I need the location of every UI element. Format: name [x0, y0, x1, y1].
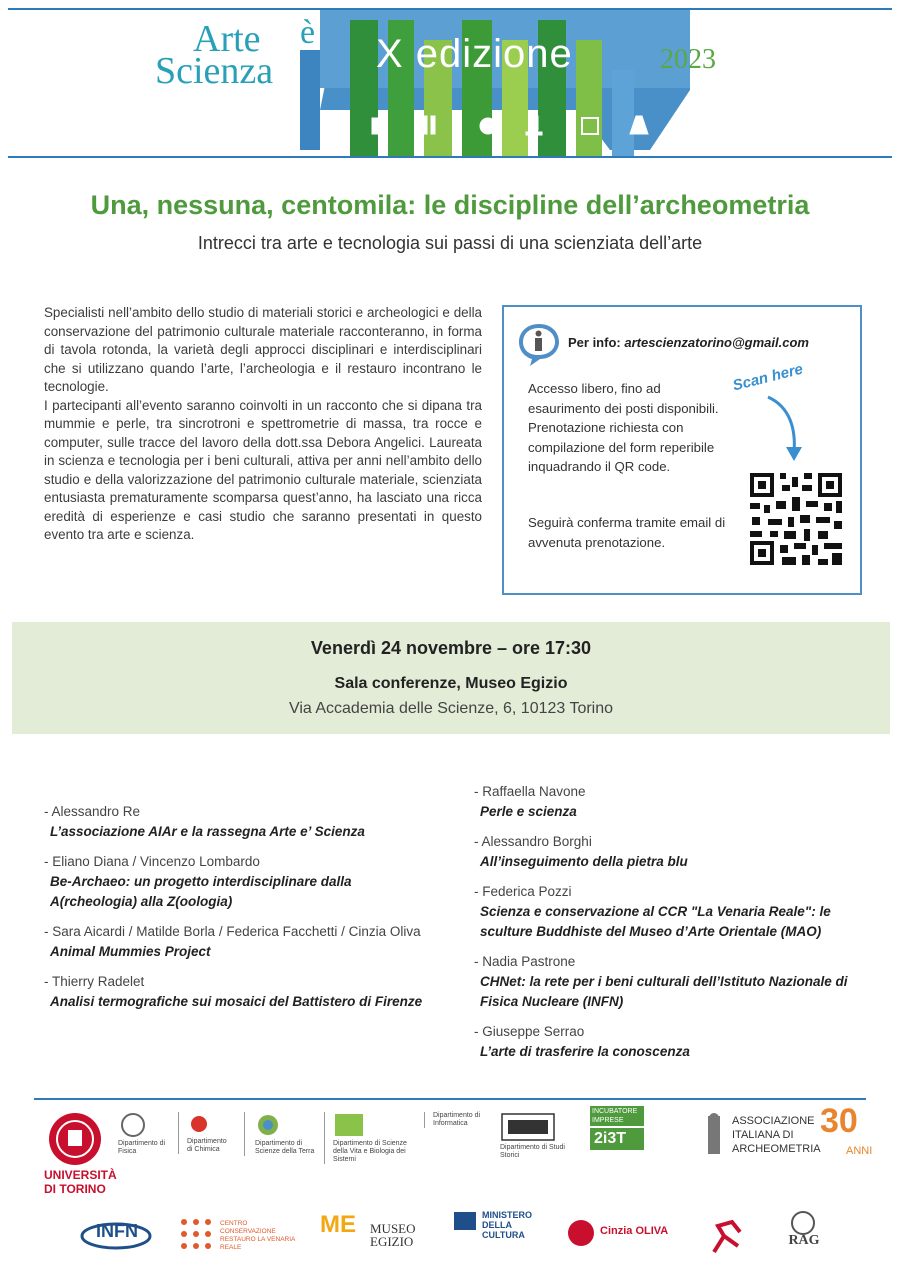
- rag-logo: [782, 1210, 826, 1246]
- speaker-name: - Nadia Pastrone: [474, 954, 576, 969]
- speaker-name: - Alessandro Borghi: [474, 834, 592, 849]
- edition-year: 2023: [660, 44, 716, 75]
- arrow-down-icon: [762, 393, 812, 463]
- terra-icon: [255, 1112, 281, 1138]
- info-contact: [568, 335, 809, 350]
- aiar-line-3: ARCHEOMETRIA: [732, 1143, 821, 1155]
- incubatore-label: INCUBATORE IMPRESE: [590, 1106, 644, 1126]
- aiar-anni: ANNI: [846, 1145, 873, 1157]
- speaker-name: - Alessandro Re: [44, 804, 141, 819]
- speaker-item: [44, 802, 424, 842]
- speaker-item: [474, 782, 854, 822]
- confirm-text: Seguirà conferma tramite email di avvenuta prenotazione.: [528, 515, 726, 550]
- speaker-talk: Perle e scienza: [480, 804, 577, 819]
- footer-divider: [34, 1098, 866, 1100]
- aiar-line-2: ITALIANA DI: [732, 1129, 794, 1141]
- unito-seal-icon: [48, 1112, 102, 1166]
- museo-label-1: MUSEO: [370, 1221, 416, 1236]
- speaker-talk: Scienza e conservazione al CCR "La Venaria Reale": le sculture Buddhiste del Museo d’Arte Orientale (MAO): [480, 904, 831, 939]
- castle-icon: [372, 118, 386, 134]
- event-venue: Sala conferenze, Museo Egizio: [334, 675, 568, 692]
- speaker-name: - Eliano Diana / Vincenzo Lombardo: [44, 854, 260, 869]
- atom-icon: [330, 118, 346, 134]
- museo-label-2: EGIZIO: [370, 1234, 414, 1249]
- speaker-name: - Thierry Radelet: [44, 974, 145, 989]
- unito-name-1: UNIVERSITÀ: [44, 1168, 117, 1182]
- event-address: Via Accademia delle Scienze, 6, 10123 Torino: [288, 700, 614, 717]
- fisica-label: Dipartimento di Fisica: [118, 1140, 166, 1155]
- info-label-text: Per info:: [568, 335, 625, 350]
- runner-icon: [704, 1212, 748, 1256]
- unito-name-2: DI TORINO: [44, 1182, 106, 1196]
- aiar-statue-icon: [700, 1112, 728, 1158]
- microscope-icon: [532, 116, 538, 130]
- speaker-name: - Sara Aicardi / Matilde Borla / Federica Facchetti / Cinzia Oliva: [44, 924, 421, 939]
- edition-label: X edizione: [376, 32, 573, 76]
- event-details: [12, 622, 890, 734]
- museo-egizio-mark-icon: ME: [320, 1211, 356, 1238]
- dept-studi-storici-logo: [500, 1112, 570, 1160]
- chimica-label: Dipartimento di Chimica: [187, 1138, 227, 1153]
- aiar-30: 30: [820, 1102, 858, 1140]
- speaker-name: - Raffaella Navone: [474, 784, 586, 799]
- discipline-icons: [320, 112, 660, 142]
- intro-text: [44, 304, 482, 545]
- terra-label: Dipartimento di Scienze della Terra: [255, 1140, 315, 1155]
- event-date: Venerdì 24 novembre – ore 17:30: [310, 638, 592, 658]
- speaker-item: [474, 882, 854, 942]
- speakers-right-column: [474, 782, 854, 1072]
- logo-e: è: [300, 14, 316, 51]
- speaker-item: [474, 952, 854, 1012]
- header-bottom-line: [8, 156, 892, 158]
- speaker-name: - Federica Pozzi: [474, 884, 572, 899]
- ccr-dots-icon: [178, 1216, 214, 1252]
- speaker-talk: Animal Mummies Project: [50, 944, 211, 959]
- logo-scienza: Scienza: [155, 50, 274, 92]
- speaker-item: [474, 832, 854, 872]
- cinzia-label: Cinzia OLIVA: [600, 1225, 669, 1237]
- ccr-label: CENTRO CONSERVAZIONE RESTAURO LA VENARIA REALE: [220, 1220, 296, 1251]
- dept-terra-logo: [244, 1112, 316, 1156]
- chimica-icon: [187, 1112, 211, 1136]
- qr-code[interactable]: [748, 471, 844, 567]
- i3t-label: 2i3T: [590, 1128, 644, 1150]
- flask-icon: [630, 116, 648, 134]
- speaker-item: [44, 922, 424, 962]
- dept-vita-logo: [324, 1112, 412, 1164]
- vita-label: Dipartimento di Scienze della Vita e Biologia dei Sistemi: [333, 1140, 407, 1163]
- header-banner: [0, 0, 900, 160]
- dept-fisica-logo: [118, 1112, 170, 1156]
- ministero-label: MINISTERO DELLA CULTURA: [482, 1210, 533, 1240]
- studi-storici-icon: [500, 1112, 556, 1142]
- cinzia-oliva-icon: [566, 1218, 596, 1248]
- palette-icon: [480, 118, 496, 134]
- republic-emblem-icon: [452, 1210, 478, 1232]
- speaker-item: [474, 1022, 854, 1062]
- info-email-link[interactable]: artescienzatorino@gmail.com: [624, 335, 809, 350]
- page-subtitle: Intrecci tra arte e tecnologia sui passi di una scienziata dell’arte: [197, 233, 703, 253]
- info-icon: [516, 321, 562, 367]
- page-title: Una, nessuna, centomila: le discipline dell’archeometria: [90, 190, 810, 220]
- intro-paragraph-1: Specialisti nell’ambito dello studio di materiali storici e archeologici e della conservazione del patrimonio culturale materiale racconteranno, in forma di tavola rotonda, la varietà degli approcci disciplinari e interdisciplinari che si utilizzano quando l’arte, l’archeologia e il restauro incontrano le tecnologie.: [44, 305, 482, 394]
- speaker-talk: All’inseguimento della pietra blu: [480, 854, 688, 869]
- i3t-logo: [590, 1106, 644, 1150]
- speaker-talk: Analisi termografiche sui mosaici del Battistero di Firenze: [50, 994, 423, 1009]
- info-box: [502, 305, 862, 595]
- rag-label: RAG: [788, 1233, 820, 1248]
- scan-here-label: Scan here: [731, 360, 805, 395]
- informatica-label: Dipartimento di Informatica: [433, 1112, 481, 1127]
- aiar-line-1: ASSOCIAZIONE: [732, 1115, 815, 1127]
- speaker-talk: Be-Archaeo: un progetto interdisciplinare dalla A(rcheologia) alla Z(oologia): [50, 874, 352, 909]
- logo-arte: Arte: [193, 18, 261, 60]
- studi-storici-label: Dipartimento di Studi Storici: [500, 1144, 565, 1159]
- speaker-item: [44, 852, 424, 912]
- speakers-left-column: [44, 802, 424, 1022]
- runner-logo: [704, 1212, 748, 1258]
- access-text: Accesso libero, fino ad esaurimento dei posti disponibili. Prenotazione richiesta con compilazione del form reperibile inquadrando il QR code.: [528, 381, 719, 474]
- speaker-talk: CHNet: la rete per i beni culturali dell’Istituto Nazionale di Fisica Nucleare (INFN): [480, 974, 848, 1009]
- fisica-icon: [118, 1112, 148, 1138]
- test-tube-icon: [423, 116, 427, 134]
- speaker-talk: L’associazione AIAr e la rassegna Arte e’ Scienza: [50, 824, 365, 839]
- dept-informatica-logo: [424, 1112, 484, 1128]
- speaker-item: [44, 972, 424, 1012]
- unito-logo: [44, 1112, 117, 1196]
- vita-icon: [333, 1112, 365, 1138]
- infn-label: INFN: [96, 1221, 138, 1241]
- speaker-name: - Giuseppe Serrao: [474, 1024, 585, 1039]
- media-icon: [582, 118, 598, 134]
- intro-paragraph-2: I partecipanti all’evento saranno coinvolti in un racconto che si dipana tra mummie e perle, tra sincrotroni e spettrometrie di massa, tra rocce e computer, sulle tracce del lavoro della dott.ssa Debora Angelici. Laureata in scienza e tecnologia per i beni culturali, attiva per anni nell’ambito dello studio e della valorizzazione del patrimonio culturale materiale, scienziata entusiasta prematuramente scomparsa quest’anno, ha lasciato una ricca eredità di esperienze e casi studio che saranno presentati in questo evento tra arte e scienza.: [44, 397, 482, 542]
- dept-chimica-logo: [178, 1112, 232, 1154]
- speaker-talk: L’arte di trasferire la conoscenza: [480, 1044, 690, 1059]
